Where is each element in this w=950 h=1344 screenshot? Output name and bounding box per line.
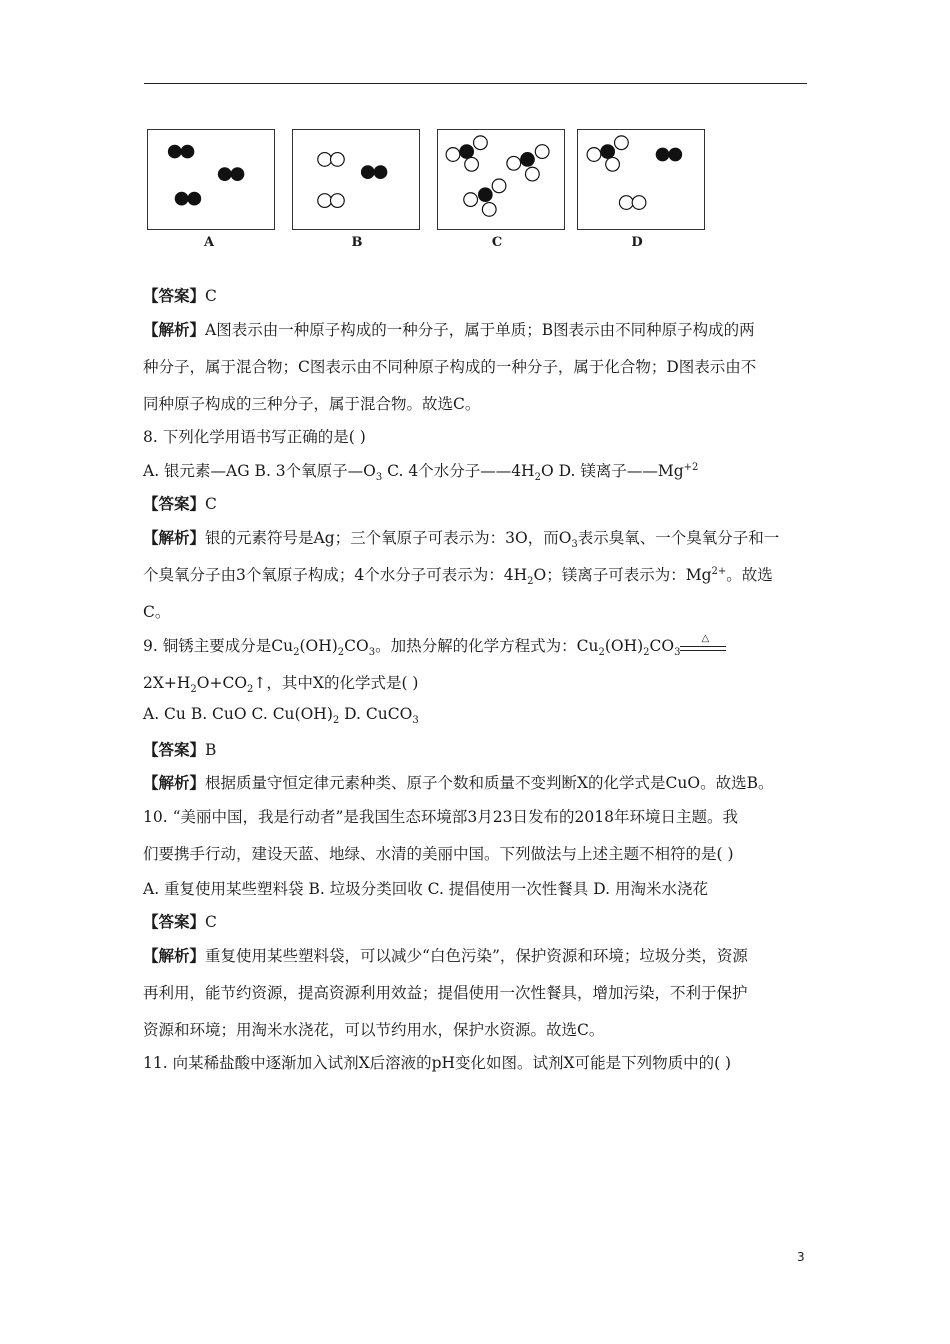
q9-analysis: 【解析】根据质量守恒定律元素种类、原子个数和质量不变判断X的化学式是CuO。故选B。	[143, 773, 774, 792]
molecule-diagram-c	[438, 130, 564, 229]
q9-answer: 【答案】B	[143, 740, 217, 759]
heat-equals-sign	[680, 633, 726, 654]
figure-caption-d: D	[631, 235, 643, 250]
q7-analysis-line-3: 同种原子构成的三种分子，属于混合物。故选C。	[143, 395, 481, 413]
q10-analysis-line-2: 再利用，能节约资源，提高资源利用效益；提倡使用一次性餐具，增加污染，不利于保护	[143, 984, 748, 1002]
header-rule	[144, 83, 807, 84]
q7-answer: 【答案】C	[143, 286, 217, 305]
q7-analysis-line-1: 【解析】A图表示由一种原子构成的一种分子，属于单质；B图表示由不同种原子构成的两	[143, 320, 755, 339]
q7-analysis-line-2: 种分子，属于混合物；C图表示由不同种原子构成的一种分子，属于化合物；D图表示由不	[143, 358, 757, 376]
page-number: 3	[797, 1250, 805, 1264]
q8-analysis-line-2: 个臭氧分子由3个氧原子构成；4个水分子可表示为：$4H_2O$；镁离子可表示为：$Mg^{2+}$。故选	[143, 565, 773, 588]
q8-stem: 8. 下列化学用语书写正确的是( )	[143, 428, 366, 446]
q10-analysis-line-1: 【解析】重复使用某些塑料袋，可以减少“白色污染”，保护资源和环境；垃圾分类，资源	[143, 946, 748, 965]
q8-options: A. 银元素—AG B. 3个氧原子$—O_3$ C. 4个水分子$——4H_2O$ D. 镁离子$——Mg^{+2}$	[143, 461, 699, 484]
molecule-diagram-d	[578, 130, 704, 229]
q9-stem: 9. 铜锈主要成分是$Cu_2(OH)_2CO_3$。加热分解的化学方程式为：$Cu_2(OH)_2CO_3$ △	[143, 634, 726, 656]
figure-caption-a: A	[203, 235, 215, 250]
molecule-box-d	[577, 129, 705, 230]
molecule-diagram-b	[293, 130, 419, 229]
q9-equation: $2X+H_2O+CO_2↑$，其中X的化学式是( )	[143, 674, 419, 696]
heat-triangle-icon: △	[701, 633, 710, 644]
molecule-box-b	[292, 129, 420, 230]
q10-analysis-line-3: 资源和环境；用淘米水浇花，可以节约用水，保护水资源。故选C。	[143, 1021, 605, 1039]
q8-analysis-line-3: C。	[143, 603, 171, 621]
figure-caption-b: B	[351, 235, 363, 250]
q10-options: A. 重复使用某些塑料袋 B. 垃圾分类回收 C. 提倡使用一次性餐具 D. 用淘米水浇花	[143, 880, 708, 898]
molecule-box-a	[147, 129, 275, 230]
q11-stem: 11. 向某稀盐酸中逐渐加入试剂X后溶液的pH变化如图。试剂X可能是下列物质中的( )	[143, 1054, 732, 1072]
q10-stem-line-2: 们要携手行动，建设天蓝、地绿、水清的美丽中国。下列做法与上述主题不相符的是( )	[143, 845, 734, 863]
q10-answer: 【答案】C	[143, 912, 217, 931]
q8-analysis-line-1: 【解析】银的元素符号是Ag；三个氧原子可表示为：3O，而$O_3$表示臭氧、一个臭氧分子和一	[143, 528, 780, 551]
q8-answer: 【答案】C	[143, 494, 217, 513]
figure-caption-c: C	[491, 235, 503, 250]
q10-stem-line-1: 10. “美丽中国，我是行动者”是我国生态环境部3月23日发布的2018年环境日主题。我	[143, 808, 738, 826]
molecule-box-c	[437, 129, 565, 230]
q9-options: A. Cu B. CuO C. $Cu(OH)_2$ D. CuCO$_3$	[143, 705, 419, 727]
molecule-diagram-a	[148, 130, 274, 229]
